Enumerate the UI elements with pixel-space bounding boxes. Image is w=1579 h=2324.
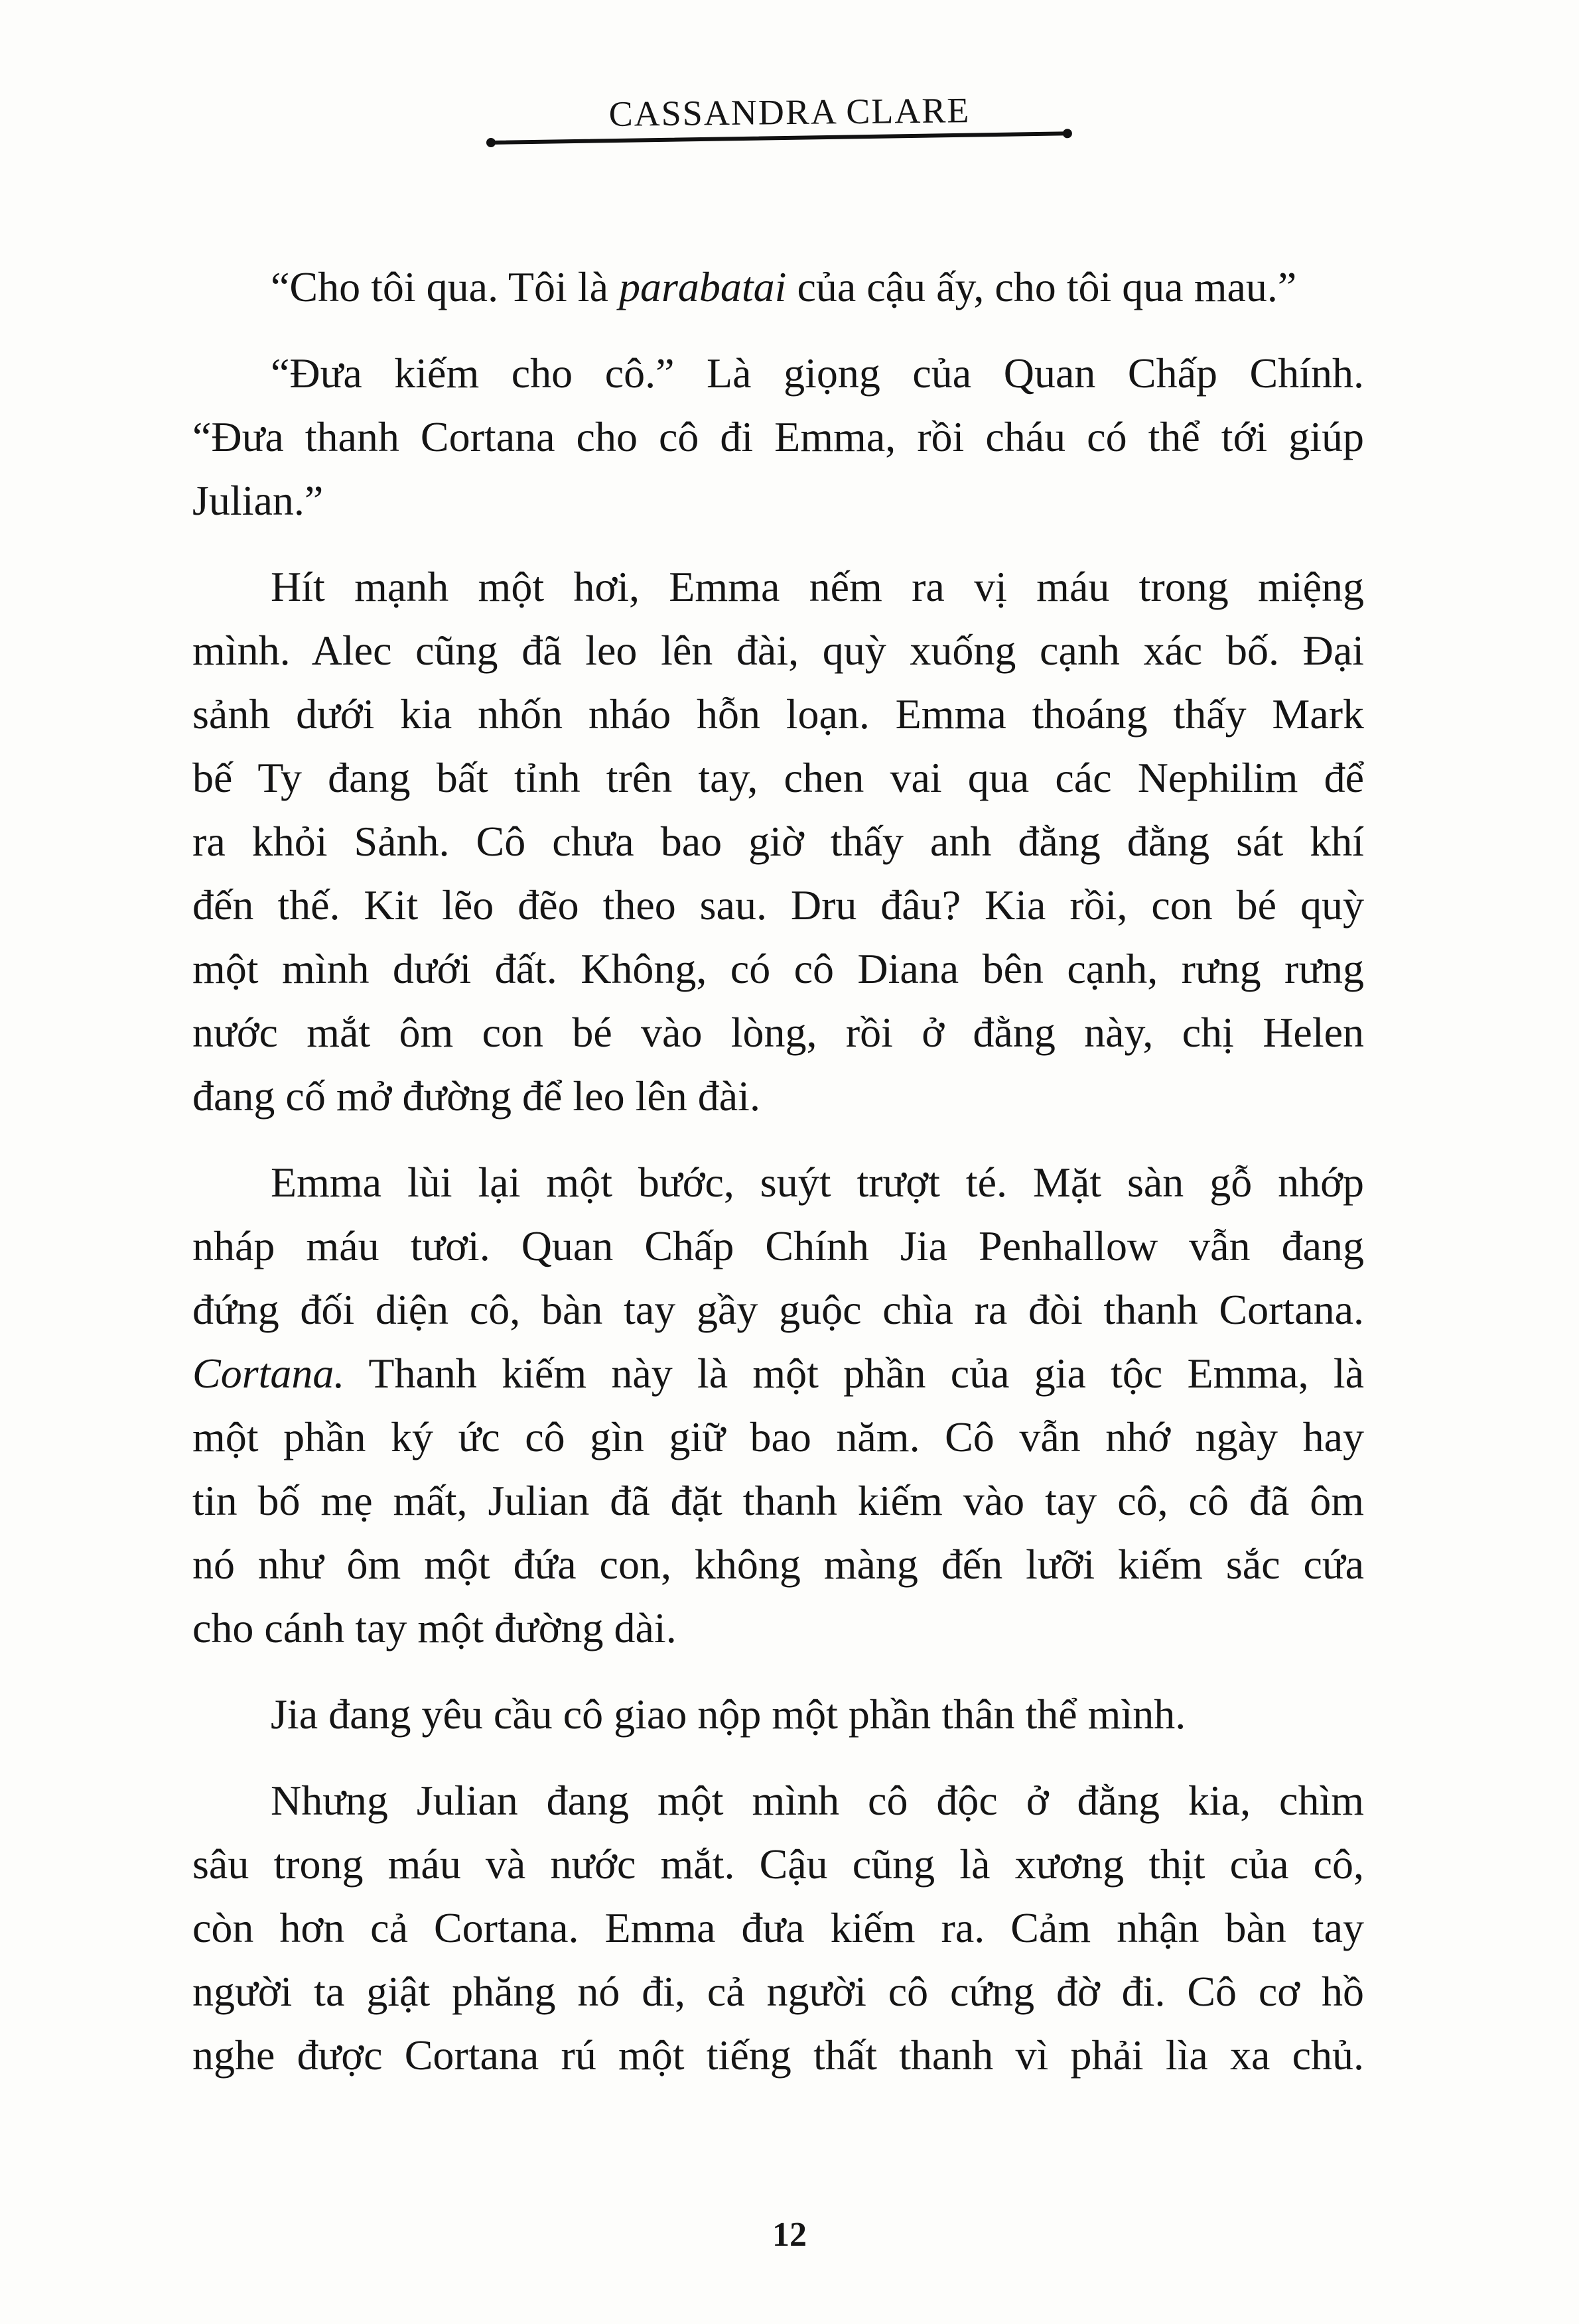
text-segment: tin bố mẹ mất, Julian đã đặt thanh kiếm vào tay cô, cô đã ôm <box>192 1477 1364 1524</box>
paragraph <box>192 1769 1364 2087</box>
text-segment: Hít mạnh một hơi, Emma nếm ra vị máu trong miệng <box>271 563 1364 610</box>
text-line <box>192 1342 1364 1405</box>
text-line <box>192 255 1364 319</box>
italic-text: Cortana. <box>192 1350 345 1397</box>
text-line <box>192 555 1364 619</box>
text-segment: “Đưa thanh Cortana cho cô đi Emma, rồi cháu có thể tới giúp <box>192 413 1364 460</box>
text-line <box>192 746 1364 810</box>
paragraph <box>192 255 1364 319</box>
text-line <box>192 1596 1364 1660</box>
paragraph <box>192 1683 1364 1746</box>
text-line <box>192 1214 1364 1278</box>
text-segment: Jia đang yêu cầu cô giao nộp một phần thân thể mình. <box>271 1691 1186 1738</box>
text-segment: mình. Alec cũng đã leo lên đài, quỳ xuống cạnh xác bố. Đại <box>192 627 1364 674</box>
text-segment: Nhưng Julian đang một mình cô độc ở đằng kia, chìm <box>271 1777 1364 1824</box>
text-segment: “Cho tôi qua. Tôi là <box>271 263 619 310</box>
running-head-author: CASSANDRA CLARE <box>608 90 971 134</box>
text-segment: nháp máu tươi. Quan Chấp Chính Jia Penhallow vẫn đang <box>192 1222 1364 1269</box>
italic-text: parabatai <box>618 263 787 310</box>
page-number: 12 <box>772 2216 807 2254</box>
text-line <box>192 1151 1364 1214</box>
text-line <box>192 619 1364 682</box>
text-segment: sâu trong máu và nước mắt. Cậu cũng là xương thịt của cô, <box>192 1840 1364 1888</box>
text-segment: một mình dưới đất. Không, có cô Diana bên cạnh, rưng rưng <box>192 945 1364 992</box>
paragraph <box>192 1151 1364 1660</box>
text-segment: sảnh dưới kia nhốn nháo hỗn loạn. Emma thoáng thấy Mark <box>192 690 1364 738</box>
paragraph <box>192 555 1364 1128</box>
text-line <box>192 1833 1364 1896</box>
text-segment: ra khỏi Sảnh. Cô chưa bao giờ thấy anh đằng đằng sát khí <box>192 818 1364 865</box>
text-line <box>192 1001 1364 1065</box>
text-line <box>192 1065 1364 1128</box>
text-segment: cho cánh tay một đường dài. <box>192 1604 677 1651</box>
text-segment: đang cố mở đường để leo lên đài. <box>192 1072 760 1120</box>
text-line <box>192 1469 1364 1533</box>
text-line <box>192 1769 1364 1833</box>
text-segment: nghe được Cortana rú một tiếng thất thanh vì phải lìa xa chủ. <box>192 2032 1364 2079</box>
text-line <box>192 1683 1364 1746</box>
text-segment: một phần ký ức cô gìn giữ bao năm. Cô vẫn nhớ ngày hay <box>192 1413 1364 1460</box>
text-segment: người ta giật phăng nó đi, cả người cô cứng đờ đi. Cô cơ hồ <box>192 1968 1364 2015</box>
text-segment: Emma lùi lại một bước, suýt trượt té. Mặt sàn gỗ nhớp <box>271 1159 1364 1206</box>
text-segment: đến thế. Kit lẽo đẽo theo sau. Dru đâu? Kia rồi, con bé quỳ <box>192 881 1364 929</box>
text-line <box>192 405 1364 469</box>
text-line <box>192 810 1364 873</box>
text-line <box>192 1896 1364 1960</box>
text-segment: của cậu ấy, cho tôi qua mau.” <box>786 263 1297 310</box>
text-segment: bế Ty đang bất tỉnh trên tay, chen vai qua các Nephilim để <box>192 754 1364 801</box>
text-line <box>192 873 1364 937</box>
paragraph <box>192 342 1364 533</box>
text-line <box>192 682 1364 746</box>
text-segment: “Đưa kiếm cho cô.” Là giọng của Quan Chấp Chính. <box>271 350 1364 397</box>
text-segment: nó như ôm một đứa con, không màng đến lưỡi kiếm sắc cứa <box>192 1541 1364 1588</box>
page-body-text <box>192 255 1364 2110</box>
text-line <box>192 342 1364 405</box>
text-line <box>192 1278 1364 1342</box>
text-segment: đứng đối diện cô, bàn tay gầy guộc chìa ra đòi thanh Cortana. <box>192 1286 1364 1333</box>
text-segment: nước mắt ôm con bé vào lòng, rồi ở đằng này, chị Helen <box>192 1009 1364 1056</box>
text-segment: Thanh kiếm này là một phần của gia tộc Emma, là <box>344 1350 1364 1397</box>
text-segment: còn hơn cả Cortana. Emma đưa kiếm ra. Cảm nhận bàn tay <box>192 1904 1364 1951</box>
text-segment: Julian.” <box>192 477 324 524</box>
text-line <box>192 2024 1364 2087</box>
text-line <box>192 1533 1364 1596</box>
text-line <box>192 469 1364 533</box>
text-line <box>192 937 1364 1001</box>
text-line <box>192 1960 1364 2024</box>
text-line <box>192 1405 1364 1469</box>
